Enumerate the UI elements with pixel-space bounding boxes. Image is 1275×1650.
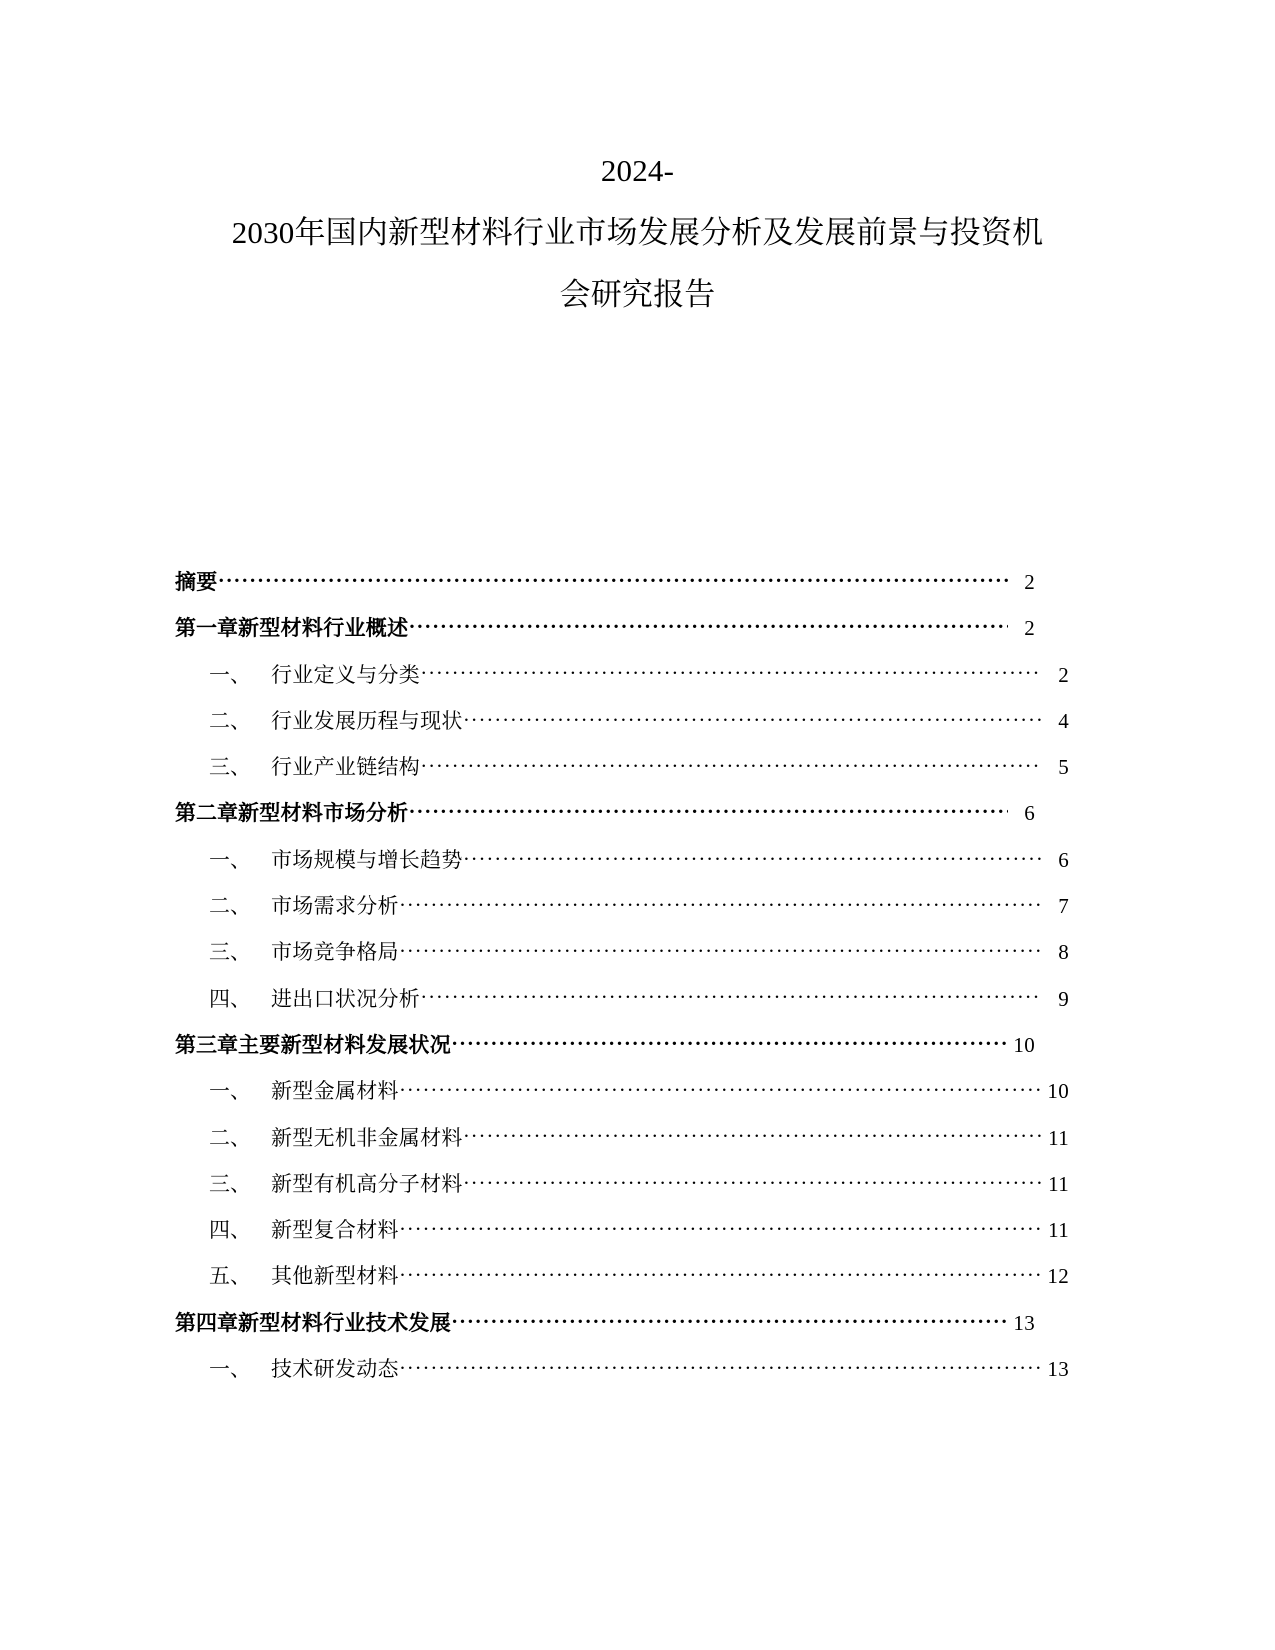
toc-entry[interactable] (175, 659, 1069, 705)
toc-entry-label: 新型材料市场分析 (238, 801, 409, 826)
toc-entry[interactable] (175, 936, 1069, 982)
toc-page-number: 9 (1058, 986, 1069, 1011)
toc-dot-leader (400, 892, 1042, 913)
toc-entry-label: 进出口状况分析 (271, 986, 421, 1011)
toc-dot-leader (464, 707, 1042, 728)
toc-dot-leader (421, 753, 1042, 774)
toc-page-number: 5 (1058, 755, 1069, 780)
toc-entry-prefix: 第二章 (175, 801, 238, 826)
toc-entry[interactable] (175, 844, 1069, 890)
toc-dot-leader (400, 1216, 1042, 1237)
toc-page-number: 10 (1013, 1032, 1035, 1057)
toc-entry-label: 市场竞争格局 (271, 940, 399, 965)
toc-entry-prefix: 五、 (209, 1264, 251, 1289)
toc-page-number: 2 (1024, 570, 1035, 594)
toc-entry[interactable] (175, 1122, 1069, 1168)
toc-entry-label: 摘要 (175, 570, 218, 594)
toc-dot-leader (464, 1170, 1042, 1191)
toc-entry-prefix: 三、 (209, 1171, 251, 1196)
toc-page-number: 2 (1058, 662, 1069, 687)
toc-dot-leader (421, 985, 1042, 1006)
toc-dot-leader (400, 938, 1042, 959)
toc-entry-label: 新型金属材料 (271, 1079, 399, 1104)
toc-page-number: 6 (1058, 847, 1069, 872)
toc-entry[interactable] (175, 705, 1069, 751)
toc-page-number: 8 (1058, 940, 1069, 965)
toc-entry-prefix: 三、 (209, 940, 251, 965)
toc-entry[interactable] (175, 612, 1035, 658)
toc-entry[interactable] (175, 1353, 1069, 1399)
toc-entry-prefix: 一、 (209, 662, 251, 687)
toc-page-number: 4 (1058, 708, 1069, 733)
toc-entry-prefix: 二、 (209, 708, 251, 733)
toc-dot-leader (400, 1262, 1042, 1283)
toc-entry-prefix: 一、 (209, 1079, 251, 1104)
toc-entry-prefix: 四、 (209, 1218, 251, 1243)
report-title-line-1: 2024- (600, 153, 675, 188)
toc-entry[interactable] (175, 1307, 1035, 1353)
toc-entry-label: 新型有机高分子材料 (271, 1171, 463, 1196)
toc-dot-leader (219, 568, 1008, 589)
toc-entry-prefix: 第三章 (175, 1032, 238, 1057)
toc-entry-prefix: 一、 (209, 847, 251, 872)
toc-entry[interactable] (175, 1029, 1035, 1075)
toc-entry[interactable] (175, 1260, 1069, 1306)
toc-page-number: 11 (1048, 1218, 1069, 1243)
toc-entry-prefix: 第四章 (175, 1310, 238, 1335)
toc-entry-label: 新型材料行业技术发展 (238, 1310, 451, 1335)
report-title (175, 140, 1100, 326)
toc-entry-label: 市场规模与增长趋势 (271, 847, 463, 872)
toc-entry-label: 技术研发动态 (271, 1357, 399, 1382)
toc-entry-label: 新型材料行业概述 (238, 616, 409, 641)
toc-entry-label: 新型复合材料 (271, 1218, 399, 1243)
toc-page-number: 13 (1013, 1310, 1035, 1335)
toc-entry[interactable] (175, 566, 1035, 612)
toc-entry[interactable] (175, 751, 1069, 797)
toc-page-number: 11 (1048, 1171, 1069, 1196)
toc-entry-prefix: 四、 (209, 986, 251, 1011)
toc-entry[interactable] (175, 1075, 1069, 1121)
toc-entry[interactable] (175, 983, 1069, 1029)
toc-entry-label: 市场需求分析 (271, 894, 399, 919)
toc-page-number: 11 (1048, 1125, 1069, 1150)
report-title-line-2: 2030年国内新型材料行业市场发展分析及发展前景与投资机 (231, 215, 1044, 250)
toc-dot-leader (400, 1077, 1042, 1098)
toc-entry-prefix: 二、 (209, 1125, 251, 1150)
toc-entry-prefix: 一、 (209, 1357, 251, 1382)
toc-entry-label: 新型无机非金属材料 (271, 1125, 463, 1150)
toc-page-number: 2 (1024, 616, 1035, 641)
toc-dot-leader (409, 614, 1008, 635)
table-of-contents (175, 566, 1069, 1399)
toc-dot-leader (409, 799, 1008, 820)
toc-page-number: 10 (1047, 1079, 1069, 1104)
toc-entry-label: 行业发展历程与现状 (271, 708, 463, 733)
toc-dot-leader (464, 1124, 1042, 1145)
report-title-line-3: 会研究报告 (559, 277, 716, 312)
toc-entry-label: 行业定义与分类 (271, 662, 421, 687)
toc-page-number: 7 (1058, 894, 1069, 919)
toc-dot-leader (452, 1309, 1008, 1330)
toc-dot-leader (452, 1031, 1008, 1052)
toc-entry-label: 其他新型材料 (271, 1264, 399, 1289)
toc-page-number: 6 (1024, 801, 1035, 826)
toc-dot-leader (421, 661, 1042, 682)
toc-entry-label: 行业产业链结构 (271, 755, 421, 780)
toc-entry-prefix: 第一章 (175, 616, 238, 641)
toc-page-number: 12 (1047, 1264, 1069, 1289)
toc-entry-prefix: 二、 (209, 894, 251, 919)
toc-entry-label: 主要新型材料发展状况 (238, 1032, 451, 1057)
toc-entry-prefix: 三、 (209, 755, 251, 780)
toc-entry[interactable] (175, 1168, 1069, 1214)
toc-entry[interactable] (175, 890, 1069, 936)
toc-page-number: 13 (1047, 1357, 1069, 1382)
toc-dot-leader (400, 1355, 1042, 1376)
toc-entry[interactable] (175, 1214, 1069, 1260)
toc-dot-leader (464, 846, 1042, 867)
toc-entry[interactable] (175, 797, 1035, 843)
